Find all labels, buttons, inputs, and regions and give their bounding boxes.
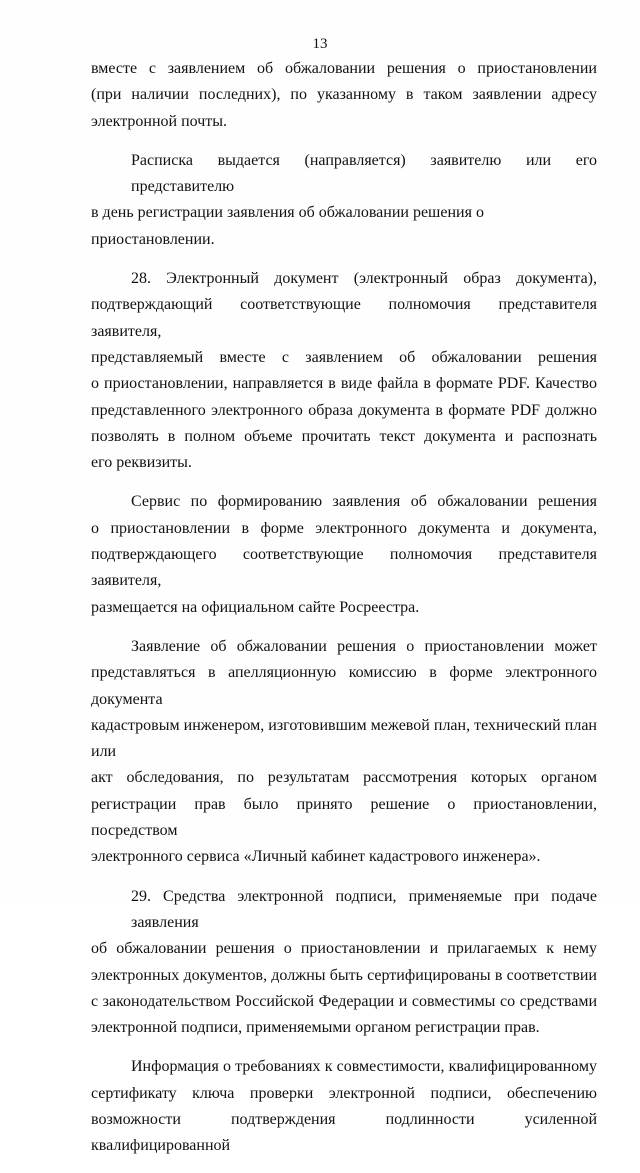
text-line: об обжаловании решения о приостановлении и прилагаемых к нему [91,940,597,958]
text-line: кадастровым инженером, изготовившим межевой план, технический план или [91,716,597,761]
text-line: представленного электронного образа документа в формате PDF должно [91,401,597,419]
text-line: (при наличии последних), по указанному в таком заявлении адресу [91,86,597,104]
text-line: подтверждающего соответствующие полномочия представителя заявителя, [91,546,597,590]
paragraph [91,148,597,253]
text-line: возможности подтверждения подлинности усиленной квалифицированной [91,1110,597,1155]
text-line: Сервис по формированию заявления об обжаловании решения [131,493,597,511]
text-line: 28. Электронный документ (электронный образ документа), [131,270,597,288]
text-line: его реквизиты. [91,454,192,472]
text-line: электронного сервиса «Личный кабинет кадастрового инженера». [91,848,541,866]
text-line: о приостановлении, направляется в виде файла в формате PDF. Качество [91,375,597,393]
text-line: электронной почты. [91,112,228,130]
page-number: 13 [312,36,328,52]
text-line: электронной подписи, применяемыми органом регистрации прав. [91,1019,540,1037]
text-line: сертификату ключа проверки электронной подписи, обеспечению [91,1084,597,1102]
paragraph [91,1054,597,1159]
text-line: подтверждающий соответствующие полномочия представителя заявителя, [91,296,597,340]
paragraph [91,634,597,871]
text-line: с законодательством Российской Федерации и совместимы со средствами [91,992,597,1010]
text-line: о приостановлении в форме электронного документа и документа, [91,519,597,537]
paragraph [91,884,597,1042]
text-line: представляемый вместе с заявлением об обжаловании решения [91,348,597,366]
text-line: Информация о требованиях к совместимости, квалифицированному [131,1058,597,1076]
text-line: в день регистрации заявления об обжаловании решения о приостановлении. [91,204,484,248]
paragraph [91,266,597,476]
text-line: Заявление об обжаловании решения о приостановлении может [131,637,597,655]
text-line: представляться в апелляционную комиссию в форме электронного документа [91,664,597,708]
text-line: электронных документов, должны быть сертифицированы в соответствии [91,966,597,984]
paragraph [91,56,597,135]
document-body [91,56,597,1173]
paragraph [91,489,597,620]
text-line: вместе с заявлением об обжаловании решения о приостановлении [91,60,597,77]
text-line: Расписка выдается (направляется) заявителю или его представителю [131,151,597,196]
text-line: регистрации прав было принято решение о приостановлении, посредством [91,795,597,840]
text-line: акт обследования, по результатам рассмотрения которых органом [91,769,597,787]
text-line: 29. Средства электронной подписи, применяемые при подаче заявления [131,887,597,931]
text-line: позволять в полном объеме прочитать текст документа и распознать [91,427,597,445]
text-line: размещается на официальном сайте Росреестра. [91,598,420,616]
